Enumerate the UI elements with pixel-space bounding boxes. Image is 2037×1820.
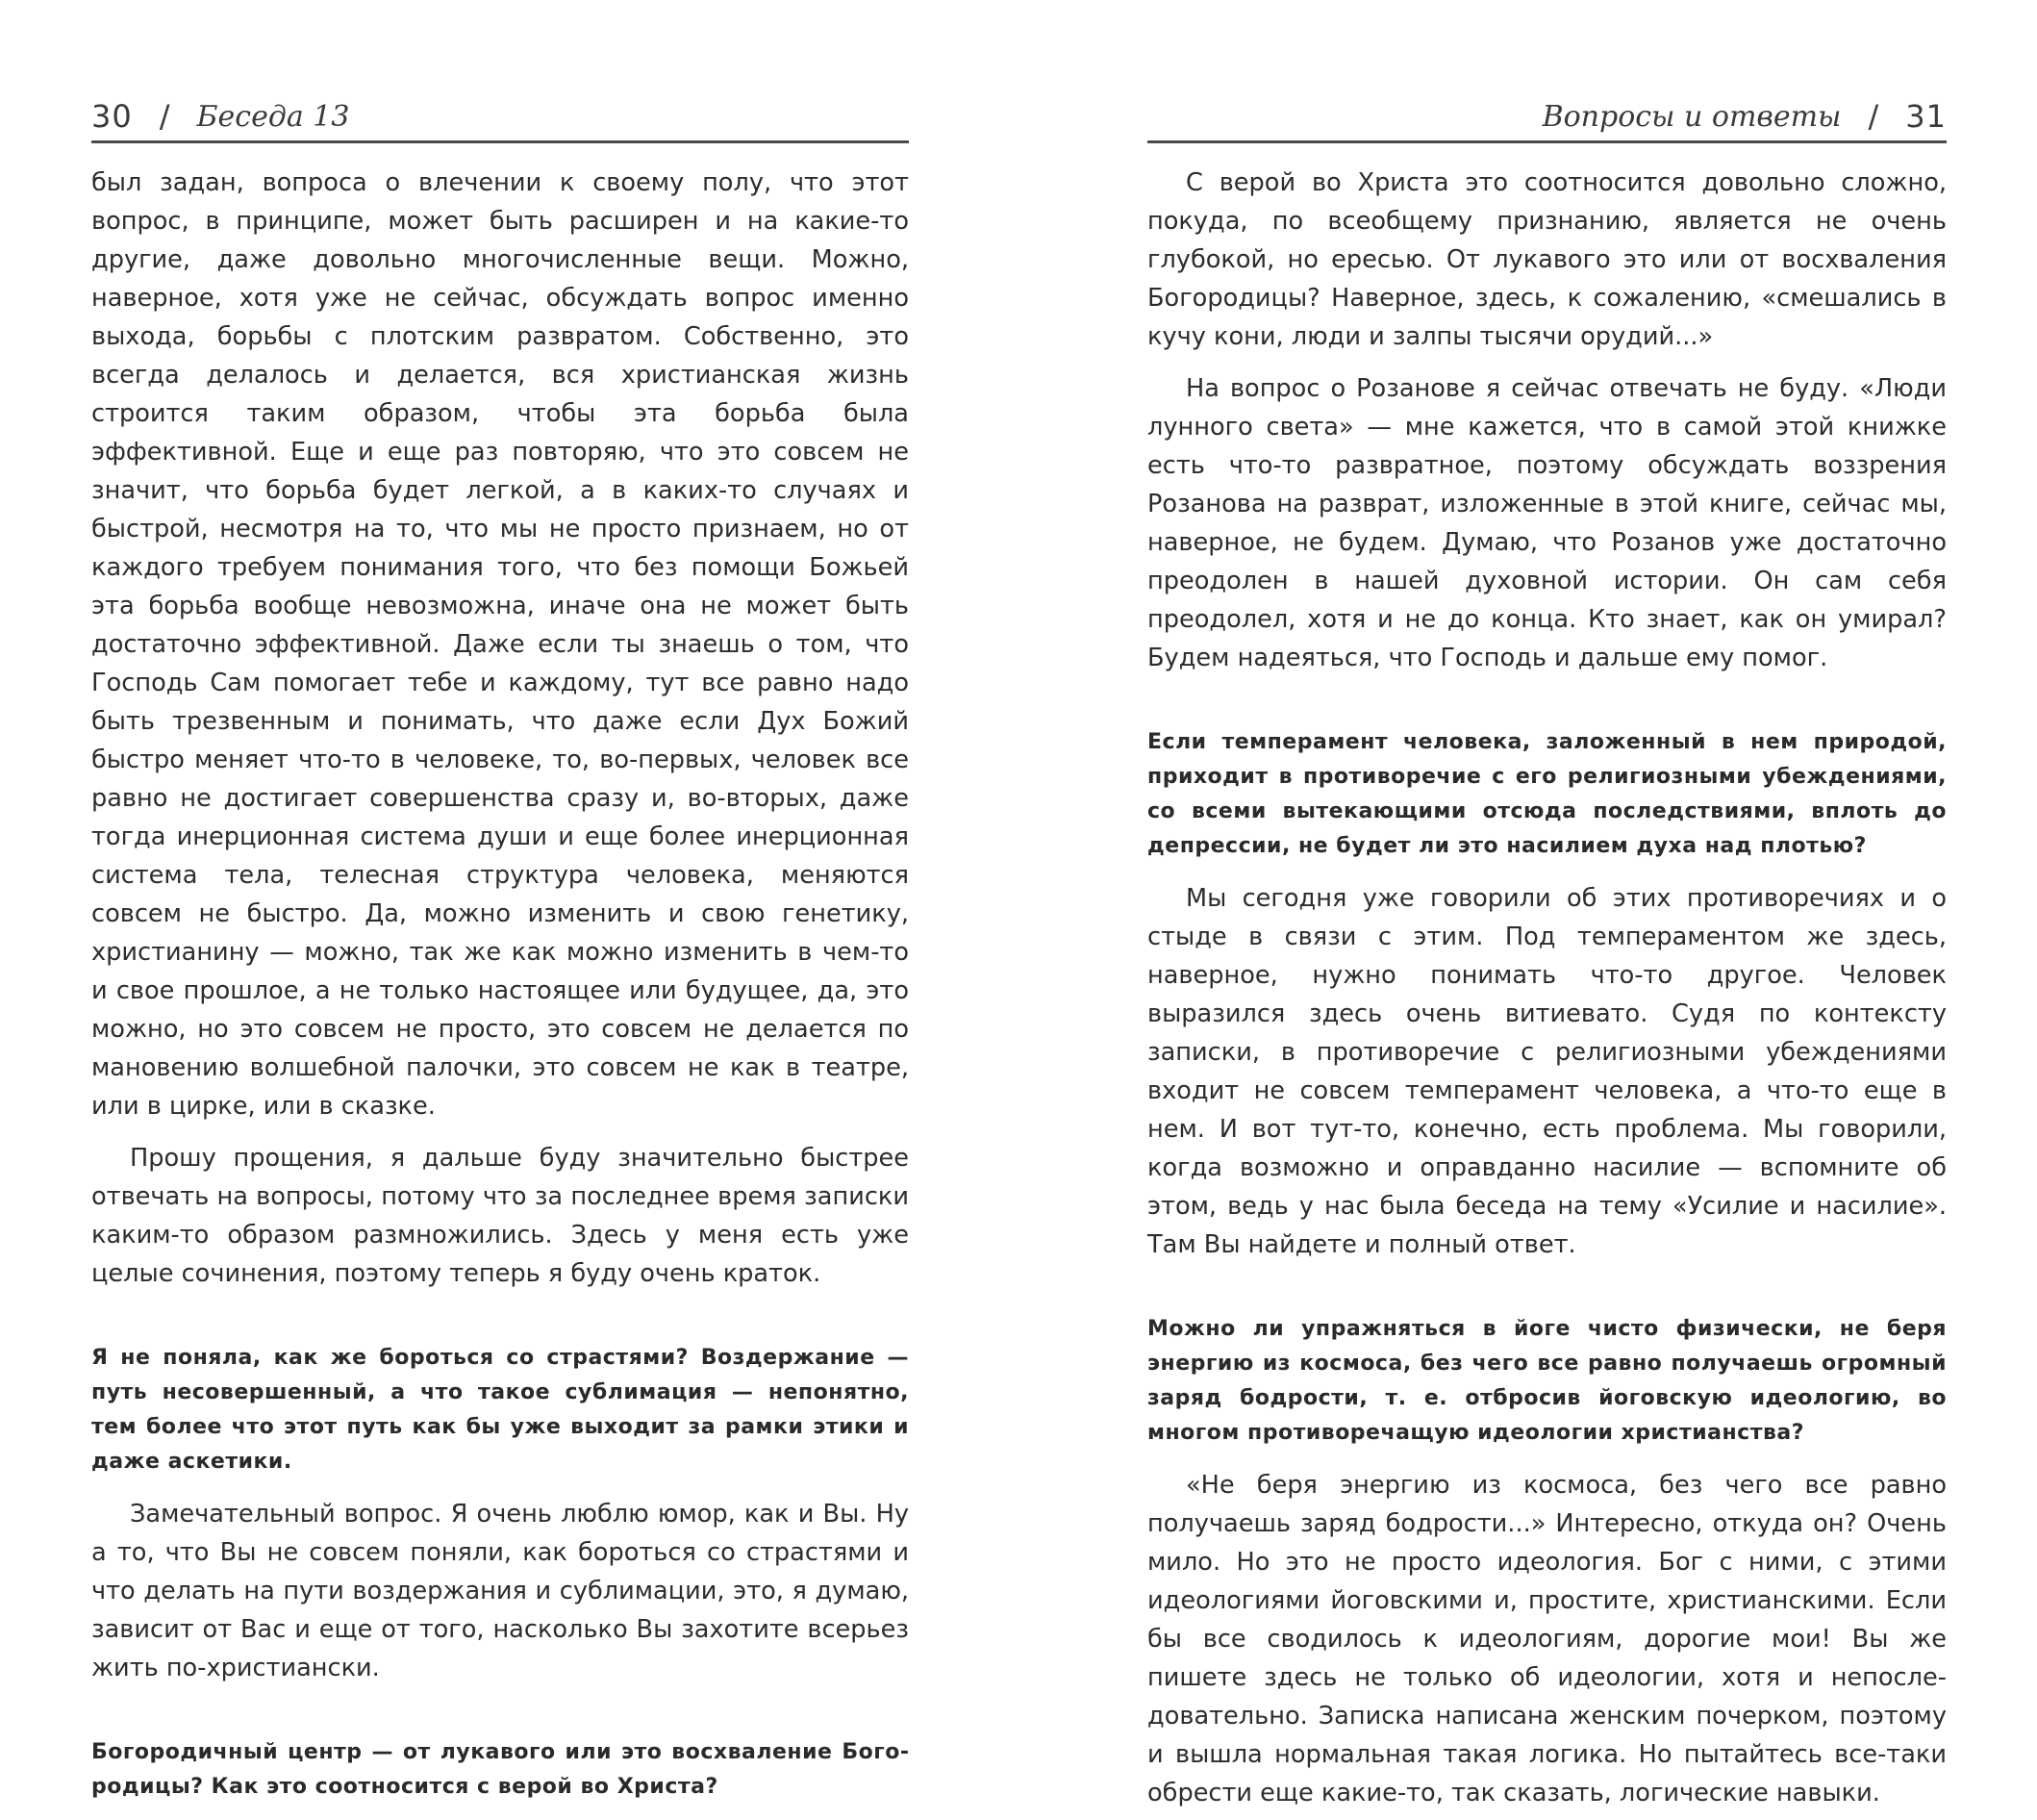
- question-paragraph: Я не поняла, как же бороться со страстями? Воздержание — путь несовершенный, а что такое сублимация — непонятно, тем более что этот путь как бы уже выходит за рамки этики и даже аскетики.: [91, 1346, 909, 1474]
- left-page: [0, 0, 1018, 1799]
- left-running-title: Беседа 13: [196, 99, 350, 134]
- question-paragraph: Можно ли упражняться в йоге чисто физически, не беря энергию из космоса, без чего все равно получаешь огромный заряд бодрости, т. е. отбросив йоговскую идеологию, во многом противоречащую идеологии христианства?: [1147, 1317, 1947, 1445]
- left-header-separator: /: [159, 98, 170, 135]
- question-paragraph: Если темперамент человека, заложенный в нем природой, приходит в противоречие с его религиозными убеждениями, со всеми вытекающими отсюда последствиями, вплоть до депрессии, не будет ли это насилием духа над плотью?: [1147, 730, 1947, 858]
- right-page-number: 31: [1905, 98, 1947, 135]
- answer-paragraph: На вопрос о Розанове я сейчас отвечать не буду. «Люди лунного света» — мне кажется, что в самой этой книжке есть что-то развратное, поэтому обсуждать воззрения Розанова на разврат, изложенные в этой книге, сейчас мы, наверное, не будем. Думаю, что Розанов уже достаточно преодолен в нашей духовной истории. Он сам себя преодолел, хотя и не до конца. Кто знает, как он умирал? Будем надеяться, что Господь и дальше ему помог.: [1147, 374, 1947, 672]
- answer-paragraph: Мы сегодня уже говорили об этих противоречиях и о стыде в связи с этим. Под темпераментом же здесь, наверное, нужно понимать что-то другое. Человек выразился здесь очень витиевато. Судя по контексту записки, в противоречие с религиозными убеждениями входит не совсем темперамент человека, а что-то еще в нем. И вот тут-то, конечно, есть проблема. Мы говорили, когда возможно и оправданно насилие — вспомните об этом, ведь у нас была беседа на тему «Усилие и насилие». Там Вы найдете и полный ответ.: [1147, 884, 1947, 1259]
- right-header-rule: [1147, 140, 1947, 143]
- left-running-header: [91, 94, 909, 139]
- right-page: [1018, 0, 2037, 1807]
- right-running-header: [1132, 94, 1947, 139]
- left-page-number: 30: [91, 98, 133, 135]
- question-paragraph: Богородичный центр — от лукавого или это восхваление Богородицы? Как это соотносится с верой во Христа?: [91, 1740, 909, 1799]
- answer-paragraph: Замечательный вопрос. Я очень люблю юмор, как и Вы. Ну а то, что Вы не совсем поняли, как бороться со страстями и что делать на пути воздержания и сублимации, это, я думаю, зависит от Вас и еще от того, насколько Вы захотите всерьез жить по-христиански.: [91, 1500, 909, 1682]
- right-running-title: Вопросы и ответы: [1542, 99, 1842, 134]
- right-header-separator: /: [1868, 98, 1879, 135]
- right-page-body: [1147, 164, 1947, 1812]
- answer-paragraph: «Не беря энергию из космоса, без чего все равно получаешь заряд бодрости...» Интересно, откуда он? Очень мило. Но это не просто идеология. Бог с ними, с этими идеологиями йоговскими и, простите, христианскими. Если бы все сводилось к идеологиям, дорогие мои! Вы же пишете здесь не только об идеологии, хотя и непоследовательно. Записка написана женским почерком, поэтому и вышла нормальная такая логика. Но пытайтесь все-таки обрести еще какие-то, так сказать, логические навыки.: [1147, 1471, 1947, 1807]
- left-page-body: [91, 164, 909, 1820]
- answer-paragraph: С верой во Христа это соотносится довольно сложно, покуда, по всеобщему признанию, является не очень глубокой, но ересью. От лукавого это или от восхваления Богородицы? Наверное, здесь, к сожалению, «смешались в кучу кони, люди и залпы тысячи орудий...»: [1147, 168, 1947, 351]
- answer-paragraph: был задан, вопроса о влечении к своему полу, что этот вопрос, в принципе, может быть расширен и на какие-то другие, даже довольно многочисленные вещи. Можно, наверное, хотя уже не сейчас, обсуждать вопрос именно выхода, борьбы с плотским развратом. Собственно, это всегда делалось и делается, вся христианская жизнь строится таким образом, чтобы эта борьба была эффективной. Еще и еще раз повторяю, что это совсем не значит, что борьба будет легкой, а в каких-то случаях и быстрой, несмотря на то, что мы не просто признаем, но от каждого требуем понимания того, что без помощи Божьей эта борьба вообще невозможна, иначе она не может быть достаточно эффективной. Даже если ты знаешь о том, что Господь Сам помогает тебе и каждому, тут все равно надо быть трезвенным и понимать, что даже если Дух Божий быстро меняет что-то в человеке, то, во-первых, человек все равно не достигает совершенства сразу и, во-вторых, даже тогда инерционная система души и еще более инерционная система тела, телесная структура человека, меняются совсем не быстро. Да, можно изменить и свою генетику, христианину — можно, так же как можно изменить в чем-то и свое прошлое, а не только настоящее или будущее, да, это можно, но это совсем не просто, это совсем не делается по мановению волшебной палочки, это совсем не как в театре, или в цирке, или в сказке.: [91, 168, 909, 1121]
- left-header-rule: [91, 140, 909, 143]
- answer-paragraph: Прошу прощения, я дальше буду значительно быстрее отвечать на вопросы, потому что за последнее время записки каким-то образом размножились. Здесь у меня есть уже целые сочинения, поэтому теперь я буду очень краток.: [91, 1144, 909, 1288]
